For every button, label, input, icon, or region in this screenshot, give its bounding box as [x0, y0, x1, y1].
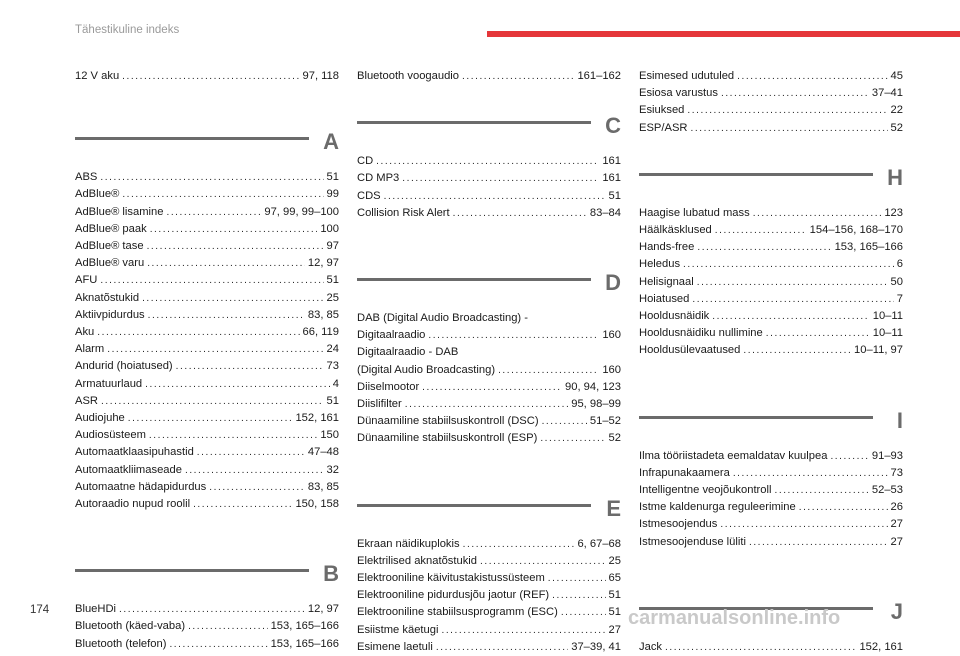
dot-leader: [715, 222, 807, 239]
index-pages: 22: [890, 104, 903, 117]
dot-leader: [147, 255, 305, 272]
index-pages: 27: [890, 535, 903, 548]
index-entry: [75, 376, 339, 393]
dot-leader: [402, 170, 599, 187]
index-term: Automaatne hädapidurdus: [75, 480, 207, 493]
dot-leader: [552, 587, 605, 604]
index-entry: [639, 222, 903, 239]
index-column-2: [357, 68, 621, 656]
section-header-a: [75, 123, 339, 165]
dot-leader: [122, 186, 323, 203]
index-term: AdBlue® lisamine: [75, 205, 164, 218]
index-pages: 27: [608, 623, 621, 636]
index-entry: [357, 170, 621, 187]
index-pages: 51: [608, 589, 621, 602]
section-header-c: [357, 107, 621, 149]
index-column-1: [75, 68, 339, 653]
index-entry: [639, 499, 903, 516]
dot-leader: [749, 534, 888, 551]
index-entry: [639, 68, 903, 85]
index-term: Diiselmootor: [357, 380, 420, 393]
index-pages: 45: [890, 70, 903, 82]
index-pages: 160: [602, 329, 621, 342]
index-pages: 91–93: [871, 449, 903, 462]
index-entry: [357, 570, 621, 587]
index-term: Dünaamiline stabiilsuskontroll (DSC): [357, 415, 539, 428]
index-term: Heledus: [639, 258, 681, 271]
index-term: ESP/ASR: [639, 121, 688, 134]
dot-leader: [733, 465, 888, 482]
dot-leader: [142, 290, 323, 307]
index-term: Aktiivpidurdus: [75, 308, 145, 321]
index-entry: [639, 448, 903, 465]
index-pages: 160: [602, 363, 621, 376]
dot-leader: [145, 376, 330, 393]
index-pages: 47–48: [307, 446, 339, 459]
index-entry: [639, 274, 903, 291]
index-entry: [639, 308, 903, 325]
index-pages: 161: [602, 172, 621, 185]
index-term: Audiojuhe: [75, 412, 125, 425]
index-pages: 51: [326, 274, 339, 287]
index-pages: 51–52: [589, 415, 621, 428]
index-term: Dünaamiline stabiilsuskontroll (ESP): [357, 432, 538, 445]
index-pages: 52: [608, 432, 621, 445]
index-term: AFU: [75, 274, 98, 287]
index-term: Aku: [75, 326, 95, 339]
dot-leader: [185, 462, 324, 479]
index-pages: 83, 85: [307, 480, 339, 493]
section-divider: [75, 137, 309, 140]
index-pages: 123: [884, 206, 903, 219]
index-entry: [75, 410, 339, 427]
dot-leader: [743, 342, 851, 359]
index-pages: 90, 94, 123: [565, 380, 621, 393]
index-pages: 161–162: [577, 70, 621, 82]
dot-leader: [480, 553, 606, 570]
index-pages: 52: [890, 121, 903, 134]
dot-leader: [422, 379, 562, 396]
dot-leader: [128, 410, 293, 427]
index-entry: [75, 479, 339, 496]
dot-leader: [166, 204, 261, 221]
index-term: Istme kaldenurga reguleerimine: [639, 501, 796, 514]
index-pages: 27: [890, 518, 903, 531]
dot-leader: [697, 239, 831, 256]
index-pages: 161: [602, 155, 621, 168]
index-term: Esiistme käetugi: [357, 623, 439, 636]
index-term: Hooldusnäidiku nullimine: [639, 327, 763, 340]
index-term: Autoraadio nupud roolil: [75, 498, 191, 511]
index-pages: 65: [608, 572, 621, 585]
index-entry: [75, 238, 339, 255]
section-divider: [357, 278, 591, 281]
dot-leader: [107, 341, 323, 358]
index-entry: [75, 618, 339, 635]
index-pages: 152, 161: [295, 412, 339, 425]
dot-leader: [799, 499, 888, 516]
index-term: CDS: [357, 189, 381, 202]
index-entry: [357, 188, 621, 205]
index-term: Istmesoojenduse lüliti: [639, 535, 746, 548]
index-entry: [75, 324, 339, 341]
index-entry: [639, 256, 903, 273]
index-entry: [75, 496, 339, 513]
index-term: Collision Risk Alert: [357, 206, 450, 219]
index-pages: 52–53: [871, 484, 903, 497]
index-entry: [357, 413, 621, 430]
index-entry: [75, 290, 339, 307]
index-pages: 10–11, 97: [854, 344, 903, 357]
index-pages: 51: [608, 606, 621, 619]
index-term: ASR: [75, 394, 99, 407]
index-entry: [75, 204, 339, 221]
index-entry: [639, 465, 903, 482]
index-pages: 12, 97: [307, 257, 339, 270]
index-pages: 51: [326, 171, 339, 184]
dot-leader: [384, 188, 606, 205]
dot-leader: [712, 308, 869, 325]
index-term: Helisignaal: [639, 275, 694, 288]
index-term: Aknatõstukid: [75, 291, 140, 304]
index-pages: 50: [890, 275, 903, 288]
section-divider: [75, 569, 309, 572]
index-term: AdBlue® tase: [75, 240, 144, 253]
index-term: Automaatklaasipuhastid: [75, 446, 194, 459]
index-pages: 24: [326, 343, 339, 356]
index-entry: [639, 482, 903, 499]
index-term: Istmesoojendus: [639, 518, 718, 531]
index-entry: [75, 444, 339, 461]
index-entry: [357, 379, 621, 396]
dot-leader: [498, 362, 599, 379]
section-letter: C: [605, 113, 621, 139]
dot-leader: [463, 536, 575, 553]
index-pages: 51: [608, 189, 621, 202]
dot-leader: [148, 307, 305, 324]
dot-leader: [149, 427, 317, 444]
index-pages: 153, 165–166: [270, 637, 339, 650]
index-pages: 152, 161: [859, 640, 903, 653]
index-pages: 10–11: [872, 310, 903, 323]
index-column-3: [639, 68, 903, 656]
index-pages: 12, 97: [307, 603, 339, 616]
section-header-b: [75, 555, 339, 597]
dot-leader: [687, 102, 887, 119]
index-pages: 4: [332, 377, 339, 390]
index-pages: 83, 85: [307, 308, 339, 321]
index-pages: 73: [890, 466, 903, 479]
index-term: Ekraan näidikuplokis: [357, 537, 460, 550]
dot-leader: [150, 221, 318, 238]
index-term: ABS: [75, 171, 98, 184]
index-entry: [639, 120, 903, 137]
dot-leader: [683, 256, 894, 273]
dot-leader: [721, 85, 869, 102]
index-pages: 25: [608, 554, 621, 567]
index-term: Audiosüsteem: [75, 429, 146, 442]
dot-leader: [462, 68, 574, 85]
index-entry: [639, 85, 903, 102]
index-term: Esimene laetuli: [357, 640, 433, 653]
index-pages: 97, 99, 99–100: [264, 205, 339, 218]
index-entry: [75, 169, 339, 186]
index-pages: 154–156, 168–170: [809, 224, 903, 237]
dot-leader: [436, 639, 568, 656]
index-term: CD MP3: [357, 172, 400, 185]
dot-leader: [119, 601, 305, 618]
index-term: Hoiatused: [639, 292, 690, 305]
section-header-d: [357, 264, 621, 306]
dot-leader: [441, 622, 605, 639]
dot-leader: [774, 482, 868, 499]
index-pages: 95, 98–99: [571, 398, 621, 411]
index-pages: 26: [890, 501, 903, 514]
index-entry: [357, 587, 621, 604]
index-pages: 73: [326, 360, 339, 373]
dot-leader: [376, 153, 599, 170]
dot-leader: [176, 358, 324, 375]
section-divider: [639, 173, 873, 176]
index-entry: [357, 327, 621, 344]
section-header-i: [639, 402, 903, 444]
index-entry: [639, 516, 903, 533]
index-term: Jack: [639, 640, 663, 653]
dot-leader: [561, 604, 606, 621]
index-term: Elektrooniline stabiilsusprogramm (ESC): [357, 606, 558, 619]
index-entry: [639, 342, 903, 359]
index-term: CD: [357, 155, 374, 168]
index-term: 12 V aku: [75, 70, 120, 82]
index-pages: 32: [326, 463, 339, 476]
index-term: Haagise lubatud mass: [639, 206, 750, 219]
dot-leader: [428, 327, 599, 344]
section-letter: I: [896, 407, 903, 433]
dot-leader: [453, 205, 587, 222]
index-pages: 51: [326, 394, 339, 407]
index-pages: 97: [326, 240, 339, 253]
index-term: Digitaalraadio - DAB: [357, 346, 459, 359]
header-accent-bar: [487, 31, 960, 37]
index-entry: [357, 205, 621, 222]
index-term: Armatuurlaud: [75, 377, 143, 390]
index-term: Esiuksed: [639, 104, 685, 117]
index-entry: [75, 358, 339, 375]
section-header-h: [639, 159, 903, 201]
index-entry: [357, 396, 621, 413]
dot-leader: [697, 274, 888, 291]
dot-leader: [753, 205, 882, 222]
index-entry: [639, 205, 903, 222]
dot-leader: [97, 324, 299, 341]
index-pages: 10–11: [872, 327, 903, 340]
section-header-e: [357, 490, 621, 532]
index-term: Elektrilised aknatõstukid: [357, 554, 478, 567]
index-entry: [357, 604, 621, 621]
index-term: AdBlue® varu: [75, 257, 145, 270]
index-term: Intelligentne veojõukontroll: [639, 484, 772, 497]
dot-leader: [540, 430, 605, 447]
index-pages: 37–39, 41: [571, 640, 621, 653]
index-term: Automaatkliimaseade: [75, 463, 182, 476]
index-entry: [357, 430, 621, 447]
index-entry: [75, 601, 339, 618]
dot-leader: [548, 570, 606, 587]
index-entry: [75, 186, 339, 203]
index-pages: 6, 67–68: [577, 537, 621, 550]
index-entry: [75, 341, 339, 358]
section-letter: H: [887, 164, 903, 190]
section-divider: [357, 121, 591, 124]
index-entry: [75, 393, 339, 410]
section-divider: [639, 416, 873, 419]
index-term: Esimesed udutuled: [639, 70, 735, 82]
index-entry: [75, 68, 339, 85]
index-entry: [357, 536, 621, 553]
index-term: Bluetooth voogaudio: [357, 70, 460, 82]
index-entry: [357, 553, 621, 570]
index-term: Häälkäsklused: [639, 224, 712, 237]
dot-leader: [720, 516, 887, 533]
dot-leader: [665, 639, 856, 656]
index-entry: [75, 462, 339, 479]
index-term: (Digital Audio Broadcasting): [357, 363, 496, 376]
dot-leader: [542, 413, 587, 430]
index-term: Elektrooniline käivitustakistussüsteem: [357, 572, 545, 585]
index-term: AdBlue®: [75, 188, 120, 201]
section-letter: E: [606, 495, 621, 521]
index-entry: [357, 639, 621, 656]
dot-leader: [193, 496, 292, 513]
watermark: carmanualsonline.info: [628, 607, 841, 629]
index-entry: [75, 427, 339, 444]
index-pages: 99: [326, 188, 339, 201]
dot-leader: [766, 325, 870, 342]
index-entry: [75, 221, 339, 238]
index-pages: 37–41: [871, 87, 903, 100]
dot-leader: [101, 393, 324, 410]
index-term: DAB (Digital Audio Broadcasting) -: [357, 312, 528, 325]
dot-leader: [100, 169, 323, 186]
index-entry: [357, 153, 621, 170]
dot-leader: [197, 444, 305, 461]
index-term: Hooldusülevaatused: [639, 344, 741, 357]
index-term: Bluetooth (telefon): [75, 637, 167, 650]
index-entry: [75, 307, 339, 324]
index-term: Hooldusnäidik: [639, 310, 710, 323]
index-entry: [357, 344, 621, 361]
dot-leader: [147, 238, 324, 255]
index-entry: [357, 310, 621, 327]
index-term: Diislifilter: [357, 398, 402, 411]
dot-leader: [169, 636, 267, 653]
index-entry: [357, 362, 621, 379]
section-letter: D: [605, 270, 621, 296]
section-letter: J: [890, 598, 903, 624]
index-entry: [75, 255, 339, 272]
section-letter: B: [323, 561, 339, 587]
index-entry: [639, 239, 903, 256]
index-term: Alarm: [75, 343, 105, 356]
dot-leader: [122, 68, 299, 85]
header-title: Tähestikuline indeks: [75, 24, 180, 36]
index-term: Infrapunakaamera: [639, 466, 730, 479]
section-letter: A: [323, 129, 339, 155]
index-pages: 83–84: [589, 206, 621, 219]
index-entry: [639, 102, 903, 119]
index-entry: [75, 272, 339, 289]
dot-leader: [100, 272, 323, 289]
index-entry: [75, 636, 339, 653]
index-entry: [639, 534, 903, 551]
index-term: Elektrooniline pidurdusjõu jaotur (REF): [357, 589, 550, 602]
index-term: Andurid (hoiatused): [75, 360, 173, 373]
index-pages: 7: [896, 292, 903, 305]
index-entry: [357, 622, 621, 639]
index-entry: [639, 291, 903, 308]
dot-leader: [405, 396, 568, 413]
index-pages: 25: [326, 291, 339, 304]
index-pages: 153, 165–166: [834, 241, 903, 254]
index-term: AdBlue® paak: [75, 222, 147, 235]
index-term: Hands-free: [639, 241, 695, 254]
index-pages: 150: [320, 429, 339, 442]
index-entry: [639, 639, 903, 656]
page-number: 174: [30, 604, 50, 616]
dot-leader: [209, 479, 305, 496]
index-entry: [357, 68, 621, 85]
index-pages: 100: [320, 222, 339, 235]
index-pages: 150, 158: [295, 498, 339, 511]
index-term: Digitaalraadio: [357, 329, 426, 342]
index-pages: 66, 119: [302, 326, 339, 339]
index-term: Esiosa varustus: [639, 87, 718, 100]
dot-leader: [830, 448, 868, 465]
index-pages: 6: [896, 258, 903, 271]
dot-leader: [188, 618, 267, 635]
index-pages: 97, 118: [302, 70, 339, 82]
index-term: Bluetooth (käed-vaba): [75, 620, 186, 633]
dot-leader: [691, 120, 888, 137]
index-pages: 153, 165–166: [270, 620, 339, 633]
dot-leader: [692, 291, 893, 308]
index-term: Ilma tööriistadeta eemaldatav kuulpea: [639, 449, 828, 462]
section-divider: [357, 504, 591, 507]
index-entry: [639, 325, 903, 342]
index-term: BlueHDi: [75, 603, 117, 616]
dot-leader: [737, 68, 887, 85]
